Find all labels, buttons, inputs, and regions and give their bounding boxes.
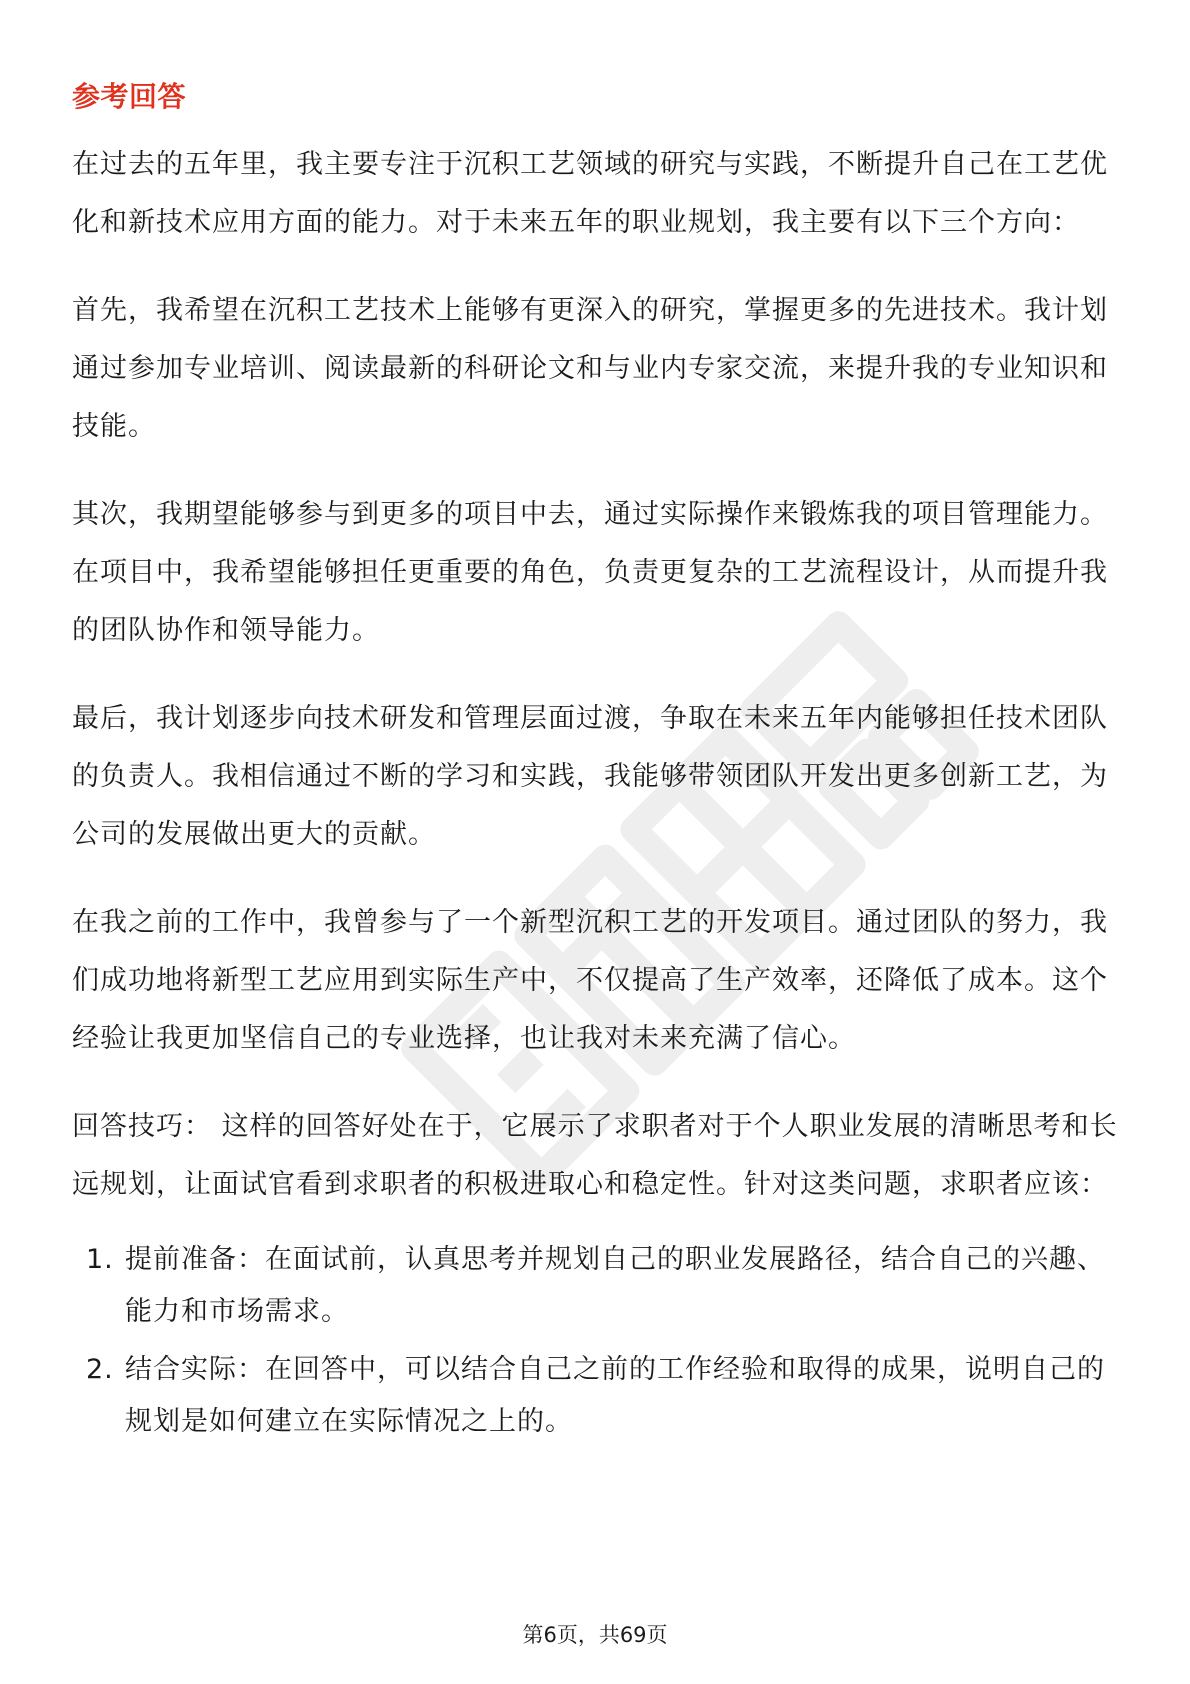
answer-paragraph-2: 首先，我希望在沉积工艺技术上能够有更深入的研究，掌握更多的先进技术。我计划通过参加专业培训、阅读最新的科研论文和与业内专家交流，来提升我的专业知识和技能。 (72, 295, 1108, 442)
list-number: 2. (86, 1354, 114, 1385)
main-content (72, 78, 1122, 1454)
answer-paragraph-5: 在我之前的工作中，我曾参与了一个新型沉积工艺的开发项目。通过团队的努力，我们成功地将新型工艺应用到实际生产中，不仅提高了生产效率，还降低了成本。这个经验让我更加坚信自己的专业选择，也让我对未来充满了信心。 (72, 907, 1108, 1054)
tips-list (72, 1234, 1122, 1448)
list-item-text: 提前准备：在面试前，认真思考并规划自己的职业发展路径，结合自己的兴趣、能力和市场需求。 (125, 1244, 1105, 1327)
list-number: 1. (86, 1244, 114, 1275)
answer-paragraph-4: 最后，我计划逐步向技术研发和管理层面过渡，争取在未来五年内能够担任技术团队的负责人。我相信通过不断的学习和实践，我能够带领团队开发出更多创新工艺，为公司的发展做出更大的贡献。 (72, 703, 1108, 850)
list-item (72, 1234, 1122, 1338)
answer-paragraph-3: 其次，我期望能够参与到更多的项目中去，通过实际操作来锻炼我的项目管理能力。在项目中，我希望能够担任更重要的角色，负责更复杂的工艺流程设计，从而提升我的团队协作和领导能力。 (72, 499, 1108, 646)
tips-paragraph (72, 1098, 1122, 1214)
page-number: 第6页，共69页 (522, 1623, 668, 1647)
list-item-text: 结合实际：在回答中，可以结合自己之前的工作经验和取得的成果，说明自己的规划是如何建立在实际情况之上的。 (125, 1354, 1105, 1437)
tips-label: 回答技巧： (72, 1111, 212, 1142)
tips-text: 这样的回答好处在于，它展示了求职者对于个人职业发展的清晰思考和长远规划，让面试官看到求职者的积极进取心和稳定性。针对这类问题，求职者应该： (72, 1111, 1118, 1200)
answer-paragraph-1: 在过去的五年里，我主要专注于沉积工艺领域的研究与实践，不断提升自己在工艺优化和新技术应用方面的能力。对于未来五年的职业规划，我主要有以下三个方向： (72, 149, 1108, 238)
list-item (72, 1344, 1122, 1448)
section-title: 参考回答 (72, 80, 187, 113)
